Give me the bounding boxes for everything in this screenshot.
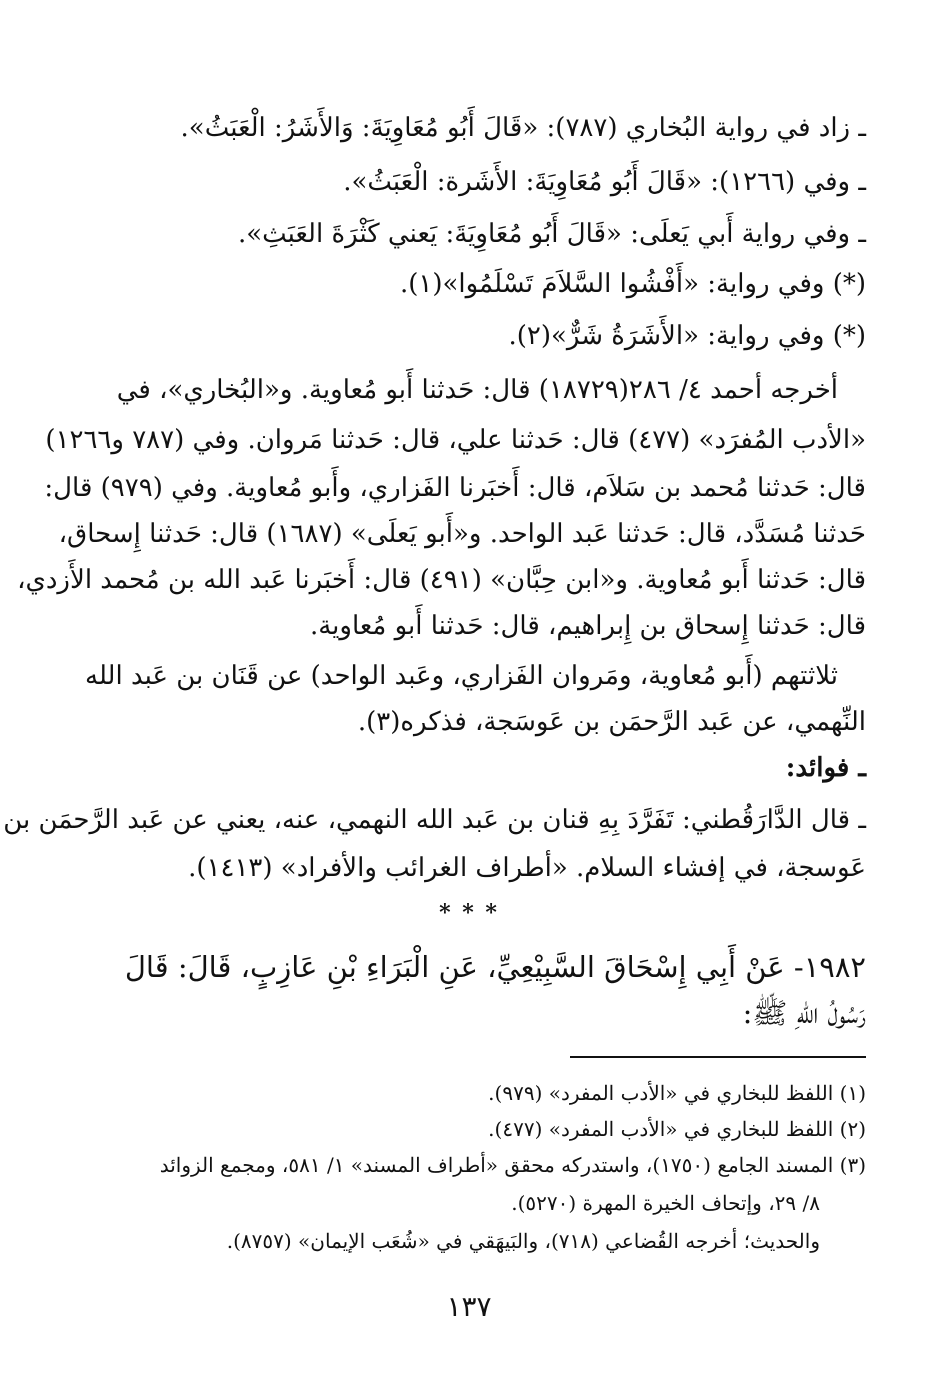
footnote-continuation: والحديث؛ أخرجه القُضاعي (٧١٨)، والبَيهَقي في «شُعَب الإيمان» (٨٧٥٧).: [226, 1229, 820, 1253]
footnote: (١) اللفظ للبخاري في «الأدب المفرد» (٩٧٩).: [488, 1081, 866, 1105]
fawaid-heading: ـ فوائد:: [785, 753, 866, 783]
narration-line: ـ وفي رواية أَبي يَعلَى: «قَالَ أَبُو مُعَاوِيَةَ: يَعني كَثْرَةَ العَبَثِ».: [237, 219, 866, 249]
hadith-line: ١٩٨٢- عَنْ أَبِي إِسْحَاقَ السَّبِيْعِيِّ، عَنِ الْبَرَاءِ بْنِ عَازِبٍ، قَالَ: قَالَ: [124, 950, 866, 984]
page-number: ١٣٧: [446, 1290, 492, 1323]
narration-line: ـ وفي (١٢٦٦): «قَالَ أَبُو مُعَاوِيَةَ: الأَشَرة: الْعَبَثُ».: [343, 167, 866, 197]
chain-line: ثلاثتهم (أَبو مُعاوية، ومَروان الفَزاري، وعَبد الواحد) عن قَنَان بن عَبد الله: [85, 661, 838, 691]
narration-line: (*) وفي رواية: «أَفْشُوا السَّلاَمَ تَسْلَمُوا»(١).: [399, 269, 866, 299]
takhrij-line: أخرجه أحمد ٤/ ٢٨٦(١٨٧٢٩) قال: حَدثنا أَبو مُعاوية. و«البُخاري»، في: [116, 375, 838, 405]
takhrij-line: حَدثنا مُسَدَّد، قال: حَدثنا عَبد الواحد. و«أَبو يَعلَى» (١٦٨٧) قال: حَدثنا إِسحاق،: [58, 519, 866, 549]
footnote: (٣) المسند الجامع (١٧٥٠)، واستدركه محقق «أطراف المسند» ١/ ٥٨١، ومجمع الزوائد: [159, 1153, 866, 1177]
narration-line: (*) وفي رواية: «الأَشَرَةُ شَرٌّ»(٢).: [508, 321, 866, 351]
fawaid-line: عَوسجة، في إفشاء السلام. «أطراف الغرائب والأفراد» (١٤١٣).: [188, 853, 866, 883]
takhrij-line: قال: حَدثنا مُحمد بن سَلاَم، قال: أَخبَرنا الفَزاري، وأَبو مُعاوية. وفي (٩٧٩) قال:: [44, 473, 866, 503]
chain-line: النِّهمي، عن عَبد الرَّحمَن بن عَوسَجة، فذكره(٣).: [357, 707, 866, 737]
takhrij-line: قال: حَدثنا إِسحاق بن إِبراهيم، قال: حَدثنا أَبو مُعاوية.: [309, 611, 866, 641]
footnote-continuation: ٨/ ٢٩، وإتحاف الخيرة المهرة (٥٢٧٠).: [511, 1191, 820, 1215]
section-separator: * * *: [439, 900, 499, 926]
takhrij-line: «الأدب المُفرَد» (٤٧٧) قال: حَدثنا علي، قال: حَدثنا مَروان. وفي (٧٨٧ و١٢٦٦): [45, 425, 866, 455]
takhrij-line: قال: حَدثنا أَبو مُعاوية. و«ابن حِبَّان» (٤٩١) قال: أَخبَرنا عَبد الله بن مُحمد الأَزدي،: [17, 565, 866, 595]
narration-line: ـ زاد في رواية البُخاري (٧٨٧): «قَالَ أَبُو مُعَاوِيَةَ: وَالأَشَرُ: الْعَبَثُ».: [180, 113, 866, 143]
fawaid-line: ـ قال الدَّارَقُطني: تَفَرَّدَ بِهِ قنان بن عَبد الله النهمي، عنه، يعني عن عَبد الرَّحمَن بن: [3, 805, 866, 835]
hadith-line: رَسُولُ اللهِ ﷺ:: [742, 996, 866, 1030]
footnote-divider: [570, 1056, 866, 1058]
footnote: (٢) اللفظ للبخاري في «الأدب المفرد» (٤٧٧).: [488, 1117, 866, 1141]
